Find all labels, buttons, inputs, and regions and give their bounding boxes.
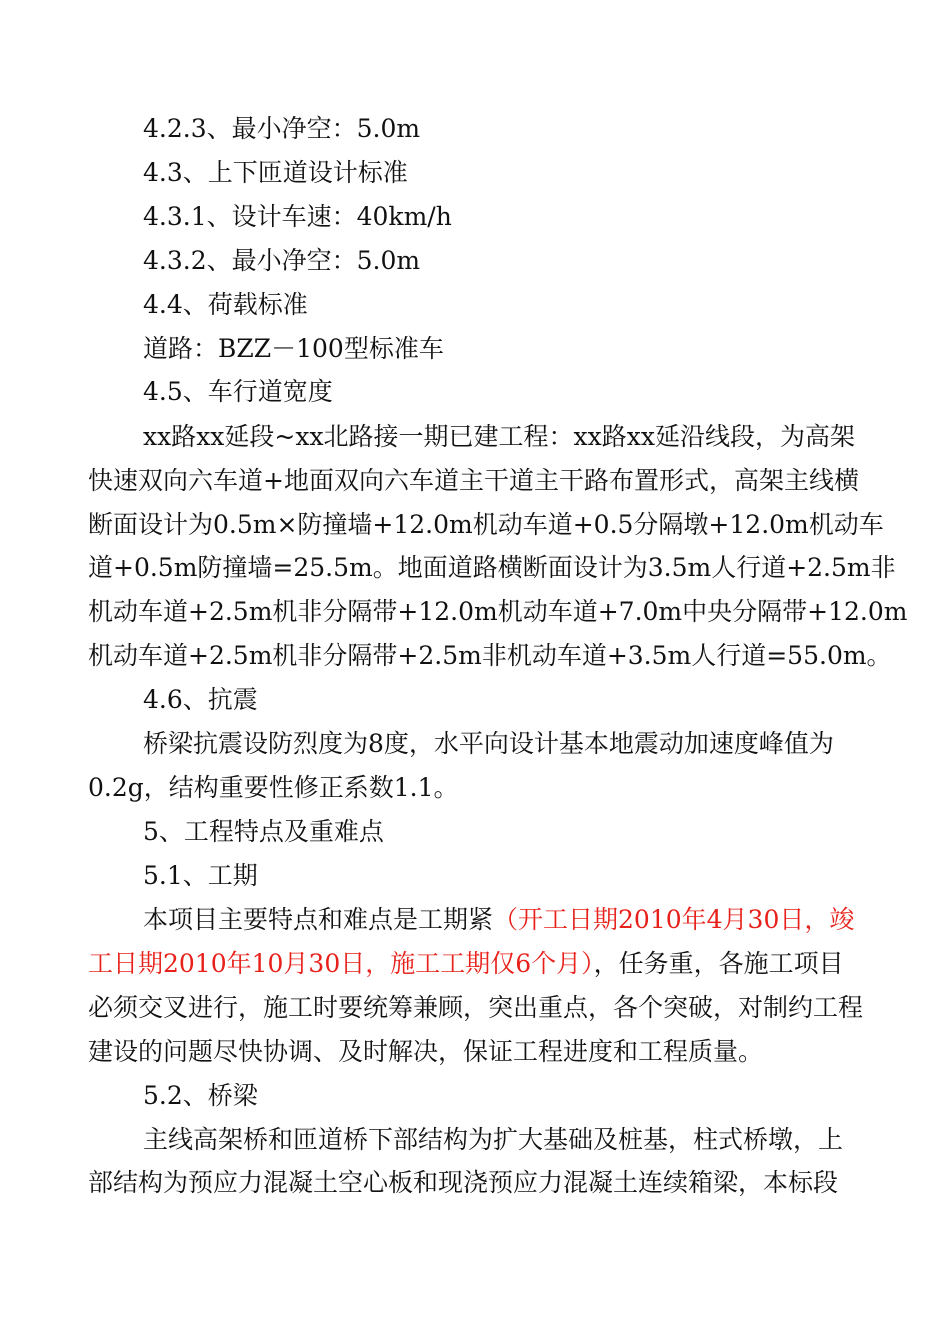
paragraph-line [88,947,844,981]
load-standard-text: 道路：BZZ－100型标准车 [143,334,444,363]
heading-4-6: 4.6、抗震 [143,685,258,714]
paragraph-line: 必须交叉进行，施工时要统筹兼顾，突出重点，各个突破，对制约工程 [88,993,864,1022]
paragraph-line: 道+0.5m防撞墙=25.5m。地面道路横断面设计为3.5m人行道+2.5m非 [88,553,896,582]
paragraph-line: 建设的问题尽快协调、及时解决，保证工程进度和工程质量。 [88,1037,764,1066]
paragraph-line: 机动车道+2.5m机非分隔带+2.5m非机动车道+3.5m人行道=55.0m。 [88,641,892,670]
paragraph-line: 0.2g，结构重要性修正系数1.1。 [88,773,459,802]
highlighted-dates-text: 工日期2010年10月30日，施工工期仅6个月） [88,949,594,978]
paragraph-line [143,903,854,937]
paragraph-text: 本项目主要特点和难点是工期紧 [143,905,494,934]
paragraph-line: 机动车道+2.5m机非分隔带+12.0m机动车道+7.0m中央分隔带+12.0m [88,597,908,626]
highlighted-dates-text: （开工日期2010年4月30日，竣 [493,905,855,934]
paragraph-line: 主线高架桥和匝道桥下部结构为扩大基础及桩基，柱式桥墩，上 [143,1125,844,1154]
heading-5-1: 5.1、工期 [143,861,258,890]
paragraph-line: 部结构为预应力混凝土空心板和现浇预应力混凝土连续箱梁，本标段 [88,1168,839,1197]
heading-4-2-3: 4.2.3、最小净空：5.0m [143,114,421,143]
heading-4-5: 4.5、车行道宽度 [143,377,333,406]
heading-5: 5、工程特点及重难点 [143,817,384,846]
paragraph-line: 桥梁抗震设防烈度为8度，水平向设计基本地震动加速度峰值为 [143,729,834,758]
paragraph-text: ，任务重，各施工项目 [593,949,844,978]
paragraph-line: 快速双向六车道+地面双向六车道主干道主干路布置形式，高架主线横 [88,466,859,495]
heading-4-3-1: 4.3.1、设计车速：40km/h [143,202,452,231]
heading-4-4: 4.4、荷载标准 [143,290,308,319]
paragraph-line: xx路xx延段~xx北路接一期已建工程：xx路xx延沿线段，为高架 [143,422,855,451]
paragraph-line: 断面设计为0.5m×防撞墙+12.0m机动车道+0.5分隔墩+12.0m机动车 [88,510,884,539]
heading-4-3-2: 4.3.2、最小净空：5.0m [143,246,421,275]
heading-5-2: 5.2、桥梁 [143,1081,258,1110]
heading-4-3: 4.3、上下匝道设计标准 [143,158,408,187]
